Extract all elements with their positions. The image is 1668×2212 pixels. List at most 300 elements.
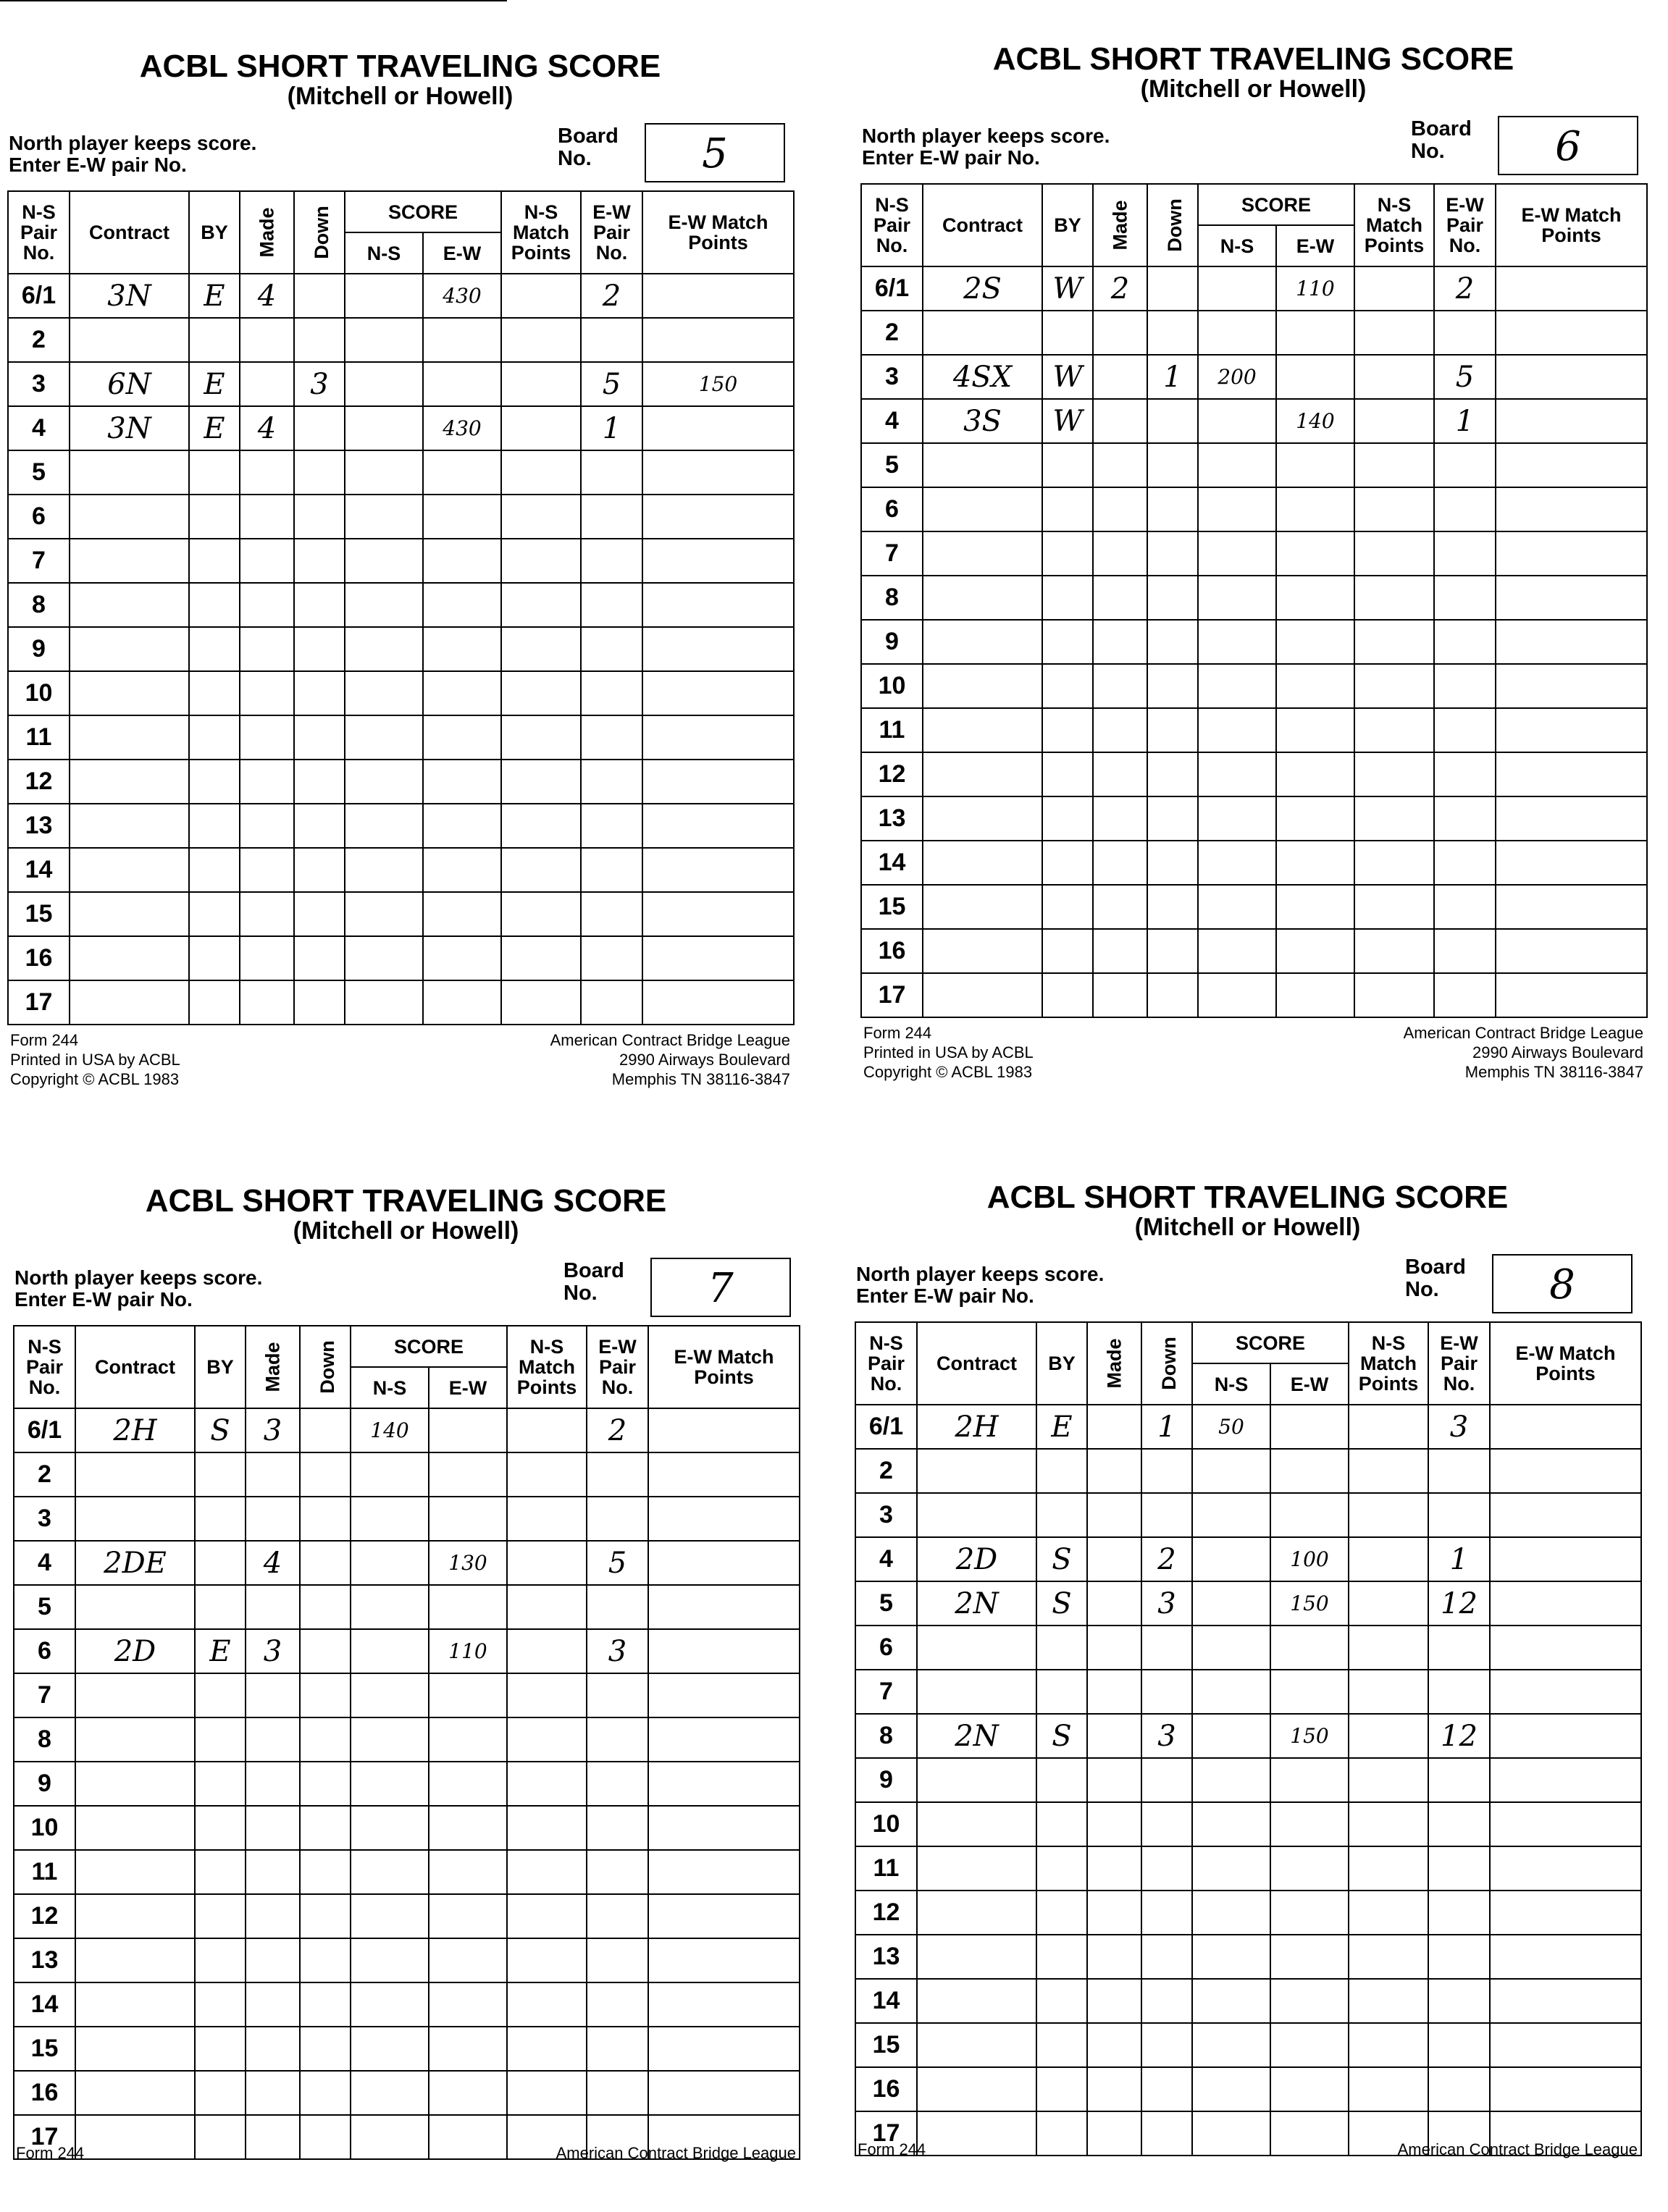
cell-contract[interactable] <box>917 1935 1036 1979</box>
cell-down[interactable] <box>1147 576 1198 620</box>
cell-by[interactable] <box>189 583 240 627</box>
cell-ew-pair[interactable] <box>1434 752 1496 796</box>
cell-score-ew[interactable] <box>1270 1670 1349 1714</box>
cell-by[interactable] <box>1042 885 1093 929</box>
cell-made[interactable] <box>246 1982 300 2027</box>
cell-down[interactable]: 1 <box>1141 1405 1192 1449</box>
cell-contract[interactable] <box>923 796 1042 841</box>
cell-ew-match-points[interactable] <box>1496 487 1647 531</box>
cell-down[interactable] <box>300 1673 351 1717</box>
cell-ns-match-points[interactable] <box>1354 266 1434 311</box>
cell-ew-pair[interactable] <box>1434 311 1496 355</box>
cell-contract[interactable] <box>70 671 189 715</box>
cell-ns-match-points[interactable] <box>507 2071 587 2115</box>
cell-ew-pair[interactable] <box>1428 2023 1490 2067</box>
cell-down[interactable] <box>294 671 345 715</box>
cell-made[interactable] <box>1087 1891 1141 1935</box>
cell-by[interactable] <box>1036 1670 1087 1714</box>
cell-down[interactable] <box>1147 620 1198 664</box>
cell-score-ew[interactable] <box>1270 2023 1349 2067</box>
cell-ew-pair[interactable]: 1 <box>581 406 642 450</box>
cell-ns-match-points[interactable] <box>501 760 581 804</box>
cell-score-ns[interactable] <box>1192 1935 1270 1979</box>
cell-down[interactable] <box>300 1452 351 1497</box>
board-number-box[interactable] <box>650 1258 791 1317</box>
cell-by[interactable] <box>1042 664 1093 708</box>
cell-ew-pair[interactable]: 2 <box>581 274 642 318</box>
cell-down[interactable] <box>300 1762 351 1806</box>
cell-contract[interactable] <box>75 1585 195 1629</box>
cell-score-ns[interactable] <box>345 406 423 450</box>
cell-score-ew[interactable] <box>1276 752 1354 796</box>
cell-ew-pair[interactable] <box>1428 2067 1490 2111</box>
cell-by[interactable] <box>1042 487 1093 531</box>
cell-by[interactable]: S <box>195 1408 246 1452</box>
cell-ns-match-points[interactable] <box>507 1541 587 1585</box>
cell-ew-match-points[interactable] <box>1490 1670 1641 1714</box>
cell-ew-pair[interactable] <box>587 1850 648 1894</box>
cell-ew-match-points[interactable] <box>1496 929 1647 973</box>
cell-by[interactable] <box>189 936 240 980</box>
cell-score-ew[interactable] <box>423 627 501 671</box>
cell-score-ew[interactable] <box>423 715 501 760</box>
cell-ew-match-points[interactable] <box>1496 355 1647 399</box>
cell-score-ns[interactable] <box>345 627 423 671</box>
cell-ns-match-points[interactable] <box>1349 1979 1428 2023</box>
cell-contract[interactable] <box>75 1982 195 2027</box>
cell-ns-match-points[interactable] <box>501 362 581 406</box>
cell-by[interactable] <box>189 495 240 539</box>
cell-score-ew[interactable] <box>1276 929 1354 973</box>
cell-ew-pair[interactable] <box>1434 443 1496 487</box>
cell-ew-match-points[interactable] <box>642 936 794 980</box>
cell-down[interactable] <box>300 1982 351 2027</box>
cell-down[interactable] <box>1141 1758 1192 1802</box>
cell-ew-match-points[interactable] <box>648 1894 800 1938</box>
cell-ns-match-points[interactable] <box>1354 620 1434 664</box>
cell-score-ns[interactable] <box>351 1452 429 1497</box>
cell-ew-pair[interactable] <box>587 1497 648 1541</box>
cell-by[interactable] <box>1036 1626 1087 1670</box>
cell-by[interactable] <box>189 627 240 671</box>
cell-made[interactable] <box>1087 2023 1141 2067</box>
cell-score-ns[interactable]: 50 <box>1192 1405 1270 1449</box>
cell-down[interactable] <box>1141 1670 1192 1714</box>
cell-made[interactable] <box>1093 355 1147 399</box>
cell-ew-match-points[interactable] <box>642 804 794 848</box>
cell-by[interactable] <box>1042 620 1093 664</box>
cell-ew-match-points[interactable] <box>1490 1493 1641 1537</box>
cell-by[interactable] <box>1036 1979 1087 2023</box>
cell-contract[interactable] <box>75 1938 195 1982</box>
cell-score-ew[interactable] <box>429 1982 507 2027</box>
cell-ew-match-points[interactable] <box>642 450 794 495</box>
cell-ns-match-points[interactable] <box>1349 1846 1428 1891</box>
cell-made[interactable] <box>1087 1581 1141 1626</box>
cell-score-ew[interactable] <box>1276 885 1354 929</box>
cell-score-ew[interactable] <box>429 1850 507 1894</box>
cell-ns-match-points[interactable] <box>1354 841 1434 885</box>
cell-by[interactable]: E <box>189 362 240 406</box>
cell-ns-match-points[interactable] <box>501 980 581 1025</box>
cell-made[interactable] <box>1087 1449 1141 1493</box>
cell-score-ew[interactable] <box>429 1497 507 1541</box>
cell-score-ew[interactable] <box>1270 1405 1349 1449</box>
cell-ns-match-points[interactable] <box>501 671 581 715</box>
cell-made[interactable] <box>240 539 294 583</box>
cell-by[interactable] <box>195 1452 246 1497</box>
cell-contract[interactable] <box>70 980 189 1025</box>
cell-down[interactable] <box>300 1850 351 1894</box>
cell-down[interactable]: 3 <box>294 362 345 406</box>
cell-down[interactable] <box>1147 752 1198 796</box>
cell-made[interactable]: 2 <box>1093 266 1147 311</box>
cell-down[interactable] <box>1147 443 1198 487</box>
cell-ew-pair[interactable] <box>581 583 642 627</box>
cell-by[interactable] <box>1042 531 1093 576</box>
cell-score-ew[interactable] <box>1276 620 1354 664</box>
cell-contract[interactable] <box>923 531 1042 576</box>
cell-ew-match-points[interactable] <box>642 627 794 671</box>
cell-down[interactable] <box>300 2027 351 2071</box>
cell-contract[interactable]: 2S <box>923 266 1042 311</box>
cell-contract[interactable] <box>917 1802 1036 1846</box>
cell-score-ns[interactable] <box>351 1585 429 1629</box>
cell-made[interactable] <box>1087 1405 1141 1449</box>
cell-down[interactable] <box>1141 1891 1192 1935</box>
cell-contract[interactable] <box>923 487 1042 531</box>
cell-down[interactable] <box>1141 1935 1192 1979</box>
cell-score-ns[interactable] <box>351 1762 429 1806</box>
cell-score-ew[interactable] <box>1276 531 1354 576</box>
cell-ns-match-points[interactable] <box>1354 752 1434 796</box>
cell-contract[interactable] <box>923 576 1042 620</box>
cell-ew-pair[interactable] <box>1434 576 1496 620</box>
cell-score-ew[interactable] <box>423 495 501 539</box>
cell-by[interactable] <box>1042 752 1093 796</box>
cell-score-ew[interactable] <box>1270 2067 1349 2111</box>
cell-ew-match-points[interactable] <box>1490 1935 1641 1979</box>
cell-ew-pair[interactable] <box>1434 796 1496 841</box>
cell-made[interactable] <box>1093 929 1147 973</box>
cell-contract[interactable] <box>75 1717 195 1762</box>
cell-score-ns[interactable] <box>351 1806 429 1850</box>
cell-contract[interactable]: 2D <box>917 1537 1036 1581</box>
cell-contract[interactable] <box>923 841 1042 885</box>
cell-ns-match-points[interactable] <box>507 1894 587 1938</box>
cell-score-ns[interactable] <box>345 318 423 362</box>
cell-score-ns[interactable] <box>351 1982 429 2027</box>
cell-score-ns[interactable] <box>1192 1802 1270 1846</box>
cell-down[interactable] <box>300 1938 351 1982</box>
cell-score-ns[interactable] <box>1192 1979 1270 2023</box>
cell-ew-match-points[interactable] <box>648 1762 800 1806</box>
cell-contract[interactable] <box>923 620 1042 664</box>
cell-contract[interactable] <box>70 539 189 583</box>
cell-ns-match-points[interactable] <box>1349 1449 1428 1493</box>
cell-by[interactable] <box>189 980 240 1025</box>
cell-down[interactable]: 3 <box>1141 1581 1192 1626</box>
cell-score-ns[interactable] <box>1192 1846 1270 1891</box>
cell-by[interactable] <box>189 450 240 495</box>
cell-made[interactable] <box>246 1938 300 1982</box>
cell-by[interactable] <box>1042 973 1093 1017</box>
cell-made[interactable] <box>246 1894 300 1938</box>
cell-ns-match-points[interactable] <box>1354 531 1434 576</box>
cell-by[interactable]: W <box>1042 399 1093 443</box>
cell-score-ns[interactable]: 200 <box>1198 355 1276 399</box>
cell-score-ew[interactable] <box>423 848 501 892</box>
cell-ew-match-points[interactable] <box>1490 1846 1641 1891</box>
cell-ns-match-points[interactable] <box>501 450 581 495</box>
cell-by[interactable] <box>195 2027 246 2071</box>
cell-score-ew[interactable] <box>429 2071 507 2115</box>
cell-ew-pair[interactable]: 1 <box>1428 1537 1490 1581</box>
cell-ew-pair[interactable] <box>581 848 642 892</box>
cell-score-ns[interactable] <box>1198 708 1276 752</box>
cell-ew-pair[interactable] <box>587 1762 648 1806</box>
cell-contract[interactable] <box>70 892 189 936</box>
cell-by[interactable]: S <box>1036 1714 1087 1758</box>
cell-made[interactable] <box>240 715 294 760</box>
cell-score-ew[interactable] <box>1276 708 1354 752</box>
cell-down[interactable] <box>300 1629 351 1673</box>
cell-down[interactable] <box>1141 1449 1192 1493</box>
cell-ew-match-points[interactable] <box>1490 1802 1641 1846</box>
cell-contract[interactable] <box>75 1850 195 1894</box>
cell-made[interactable] <box>1087 1537 1141 1581</box>
cell-score-ew[interactable]: 430 <box>423 406 501 450</box>
cell-made[interactable] <box>240 804 294 848</box>
cell-contract[interactable] <box>75 1452 195 1497</box>
cell-made[interactable] <box>246 2071 300 2115</box>
cell-score-ns[interactable] <box>1192 1714 1270 1758</box>
cell-contract[interactable] <box>923 973 1042 1017</box>
cell-score-ns[interactable] <box>345 583 423 627</box>
cell-by[interactable]: S <box>1036 1537 1087 1581</box>
cell-ew-match-points[interactable] <box>648 1497 800 1541</box>
cell-contract[interactable]: 2N <box>917 1714 1036 1758</box>
cell-ew-match-points[interactable]: 150 <box>642 362 794 406</box>
cell-score-ew[interactable] <box>423 760 501 804</box>
cell-made[interactable] <box>240 671 294 715</box>
cell-down[interactable] <box>300 2071 351 2115</box>
cell-score-ew[interactable] <box>429 1938 507 1982</box>
board-number-box[interactable] <box>645 123 785 182</box>
cell-ns-match-points[interactable] <box>507 1982 587 2027</box>
cell-score-ns[interactable] <box>345 495 423 539</box>
cell-contract[interactable]: 3S <box>923 399 1042 443</box>
cell-ew-match-points[interactable] <box>642 760 794 804</box>
cell-score-ns[interactable] <box>345 760 423 804</box>
cell-by[interactable] <box>1042 841 1093 885</box>
cell-ns-match-points[interactable] <box>507 1938 587 1982</box>
cell-ew-pair[interactable]: 3 <box>1428 1405 1490 1449</box>
cell-down[interactable] <box>294 848 345 892</box>
cell-score-ns[interactable] <box>1198 929 1276 973</box>
cell-by[interactable] <box>1036 1758 1087 1802</box>
cell-score-ew[interactable] <box>429 1452 507 1497</box>
cell-by[interactable] <box>1036 1846 1087 1891</box>
cell-by[interactable]: E <box>189 274 240 318</box>
cell-score-ew[interactable] <box>1276 841 1354 885</box>
cell-ns-match-points[interactable] <box>1349 1493 1428 1537</box>
cell-score-ns[interactable] <box>345 892 423 936</box>
cell-contract[interactable] <box>917 2111 1036 2156</box>
cell-score-ns[interactable] <box>1198 311 1276 355</box>
cell-ew-match-points[interactable] <box>1496 708 1647 752</box>
cell-score-ew[interactable] <box>423 804 501 848</box>
cell-ns-match-points[interactable] <box>1354 929 1434 973</box>
cell-ew-pair[interactable] <box>581 980 642 1025</box>
cell-made[interactable] <box>246 1806 300 1850</box>
cell-ew-pair[interactable] <box>1428 1626 1490 1670</box>
cell-ew-pair[interactable] <box>1434 885 1496 929</box>
cell-by[interactable] <box>189 760 240 804</box>
cell-down[interactable] <box>294 318 345 362</box>
cell-ew-pair[interactable] <box>587 1585 648 1629</box>
cell-score-ns[interactable] <box>351 2115 429 2159</box>
cell-score-ns[interactable] <box>1198 796 1276 841</box>
cell-ew-pair[interactable] <box>1428 1802 1490 1846</box>
cell-score-ns[interactable] <box>1198 752 1276 796</box>
cell-contract[interactable] <box>917 1979 1036 2023</box>
cell-made[interactable] <box>240 583 294 627</box>
cell-ew-match-points[interactable] <box>1490 2023 1641 2067</box>
cell-by[interactable] <box>1042 576 1093 620</box>
cell-ns-match-points[interactable] <box>507 1806 587 1850</box>
cell-by[interactable] <box>1042 443 1093 487</box>
cell-ns-match-points[interactable] <box>1349 1935 1428 1979</box>
cell-score-ns[interactable] <box>1192 2111 1270 2156</box>
cell-ns-match-points[interactable] <box>1349 1581 1428 1626</box>
cell-score-ns[interactable] <box>1192 1891 1270 1935</box>
cell-ew-pair[interactable]: 3 <box>587 1629 648 1673</box>
cell-ew-pair[interactable] <box>1434 487 1496 531</box>
cell-ns-match-points[interactable] <box>501 804 581 848</box>
cell-ns-match-points[interactable] <box>501 274 581 318</box>
cell-score-ns[interactable] <box>351 1629 429 1673</box>
cell-by[interactable] <box>195 1894 246 1938</box>
cell-ew-pair[interactable] <box>581 450 642 495</box>
cell-ew-match-points[interactable] <box>1496 576 1647 620</box>
cell-by[interactable] <box>1036 1449 1087 1493</box>
cell-ew-match-points[interactable] <box>1490 1581 1641 1626</box>
cell-down[interactable] <box>300 1497 351 1541</box>
cell-down[interactable] <box>1141 2023 1192 2067</box>
cell-down[interactable] <box>294 627 345 671</box>
cell-ew-match-points[interactable] <box>648 1408 800 1452</box>
cell-score-ns[interactable] <box>351 1894 429 1938</box>
cell-down[interactable] <box>1147 708 1198 752</box>
cell-score-ew[interactable] <box>429 1806 507 1850</box>
cell-score-ew[interactable] <box>429 1673 507 1717</box>
cell-ew-match-points[interactable] <box>1490 1714 1641 1758</box>
cell-down[interactable] <box>294 760 345 804</box>
cell-ns-match-points[interactable] <box>501 539 581 583</box>
cell-by[interactable] <box>195 1982 246 2027</box>
cell-ew-pair[interactable]: 12 <box>1428 1581 1490 1626</box>
cell-ew-pair[interactable] <box>1428 1846 1490 1891</box>
cell-made[interactable] <box>246 1717 300 1762</box>
cell-contract[interactable] <box>70 495 189 539</box>
cell-ew-match-points[interactable] <box>648 1850 800 1894</box>
cell-contract[interactable] <box>75 1894 195 1938</box>
cell-contract[interactable] <box>917 1449 1036 1493</box>
cell-by[interactable] <box>189 671 240 715</box>
cell-ew-match-points[interactable] <box>648 1806 800 1850</box>
cell-score-ew[interactable] <box>1270 1449 1349 1493</box>
cell-made[interactable] <box>246 1452 300 1497</box>
cell-down[interactable]: 1 <box>1147 355 1198 399</box>
cell-ew-match-points[interactable] <box>642 318 794 362</box>
cell-score-ns[interactable] <box>351 1717 429 1762</box>
cell-score-ew[interactable] <box>423 539 501 583</box>
cell-ns-match-points[interactable] <box>1349 1626 1428 1670</box>
cell-ew-match-points[interactable] <box>1490 1405 1641 1449</box>
cell-contract[interactable] <box>75 2115 195 2159</box>
cell-contract[interactable] <box>70 715 189 760</box>
cell-by[interactable]: E <box>1036 1405 1087 1449</box>
cell-down[interactable] <box>300 1585 351 1629</box>
cell-down[interactable] <box>294 274 345 318</box>
cell-down[interactable] <box>1147 929 1198 973</box>
cell-down[interactable] <box>1141 1846 1192 1891</box>
cell-ew-match-points[interactable] <box>648 1673 800 1717</box>
cell-down[interactable] <box>1147 885 1198 929</box>
cell-contract[interactable] <box>70 848 189 892</box>
cell-made[interactable] <box>1093 399 1147 443</box>
cell-made[interactable] <box>1093 443 1147 487</box>
cell-score-ew[interactable]: 150 <box>1270 1581 1349 1626</box>
cell-contract[interactable] <box>923 885 1042 929</box>
cell-down[interactable] <box>300 1717 351 1762</box>
cell-ew-pair[interactable] <box>581 892 642 936</box>
cell-ew-pair[interactable] <box>581 936 642 980</box>
cell-ew-pair[interactable] <box>1434 929 1496 973</box>
cell-score-ew[interactable] <box>429 1585 507 1629</box>
cell-down[interactable] <box>300 1541 351 1585</box>
cell-ns-match-points[interactable] <box>1349 1758 1428 1802</box>
cell-score-ns[interactable] <box>1192 1758 1270 1802</box>
cell-down[interactable] <box>1147 664 1198 708</box>
cell-score-ns[interactable] <box>351 1541 429 1585</box>
cell-made[interactable] <box>1093 796 1147 841</box>
cell-ew-match-points[interactable] <box>642 583 794 627</box>
cell-ew-pair[interactable]: 5 <box>1434 355 1496 399</box>
cell-ew-pair[interactable]: 5 <box>587 1541 648 1585</box>
cell-score-ns[interactable]: 140 <box>351 1408 429 1452</box>
cell-by[interactable] <box>195 2071 246 2115</box>
cell-score-ew[interactable] <box>429 1717 507 1762</box>
cell-ew-match-points[interactable] <box>1490 1449 1641 1493</box>
cell-score-ew[interactable]: 430 <box>423 274 501 318</box>
cell-contract[interactable] <box>923 929 1042 973</box>
cell-score-ns[interactable] <box>351 1938 429 1982</box>
cell-ew-match-points[interactable] <box>642 671 794 715</box>
cell-made[interactable] <box>246 1497 300 1541</box>
cell-ew-match-points[interactable] <box>1490 1537 1641 1581</box>
cell-ew-pair[interactable] <box>587 2027 648 2071</box>
cell-ew-pair[interactable] <box>587 1982 648 2027</box>
cell-score-ns[interactable] <box>1198 576 1276 620</box>
cell-score-ew[interactable] <box>423 671 501 715</box>
cell-score-ns[interactable] <box>1192 1449 1270 1493</box>
board-number-box[interactable] <box>1492 1254 1633 1313</box>
cell-score-ew[interactable] <box>429 1408 507 1452</box>
cell-made[interactable] <box>1087 1935 1141 1979</box>
cell-ns-match-points[interactable] <box>507 1762 587 1806</box>
